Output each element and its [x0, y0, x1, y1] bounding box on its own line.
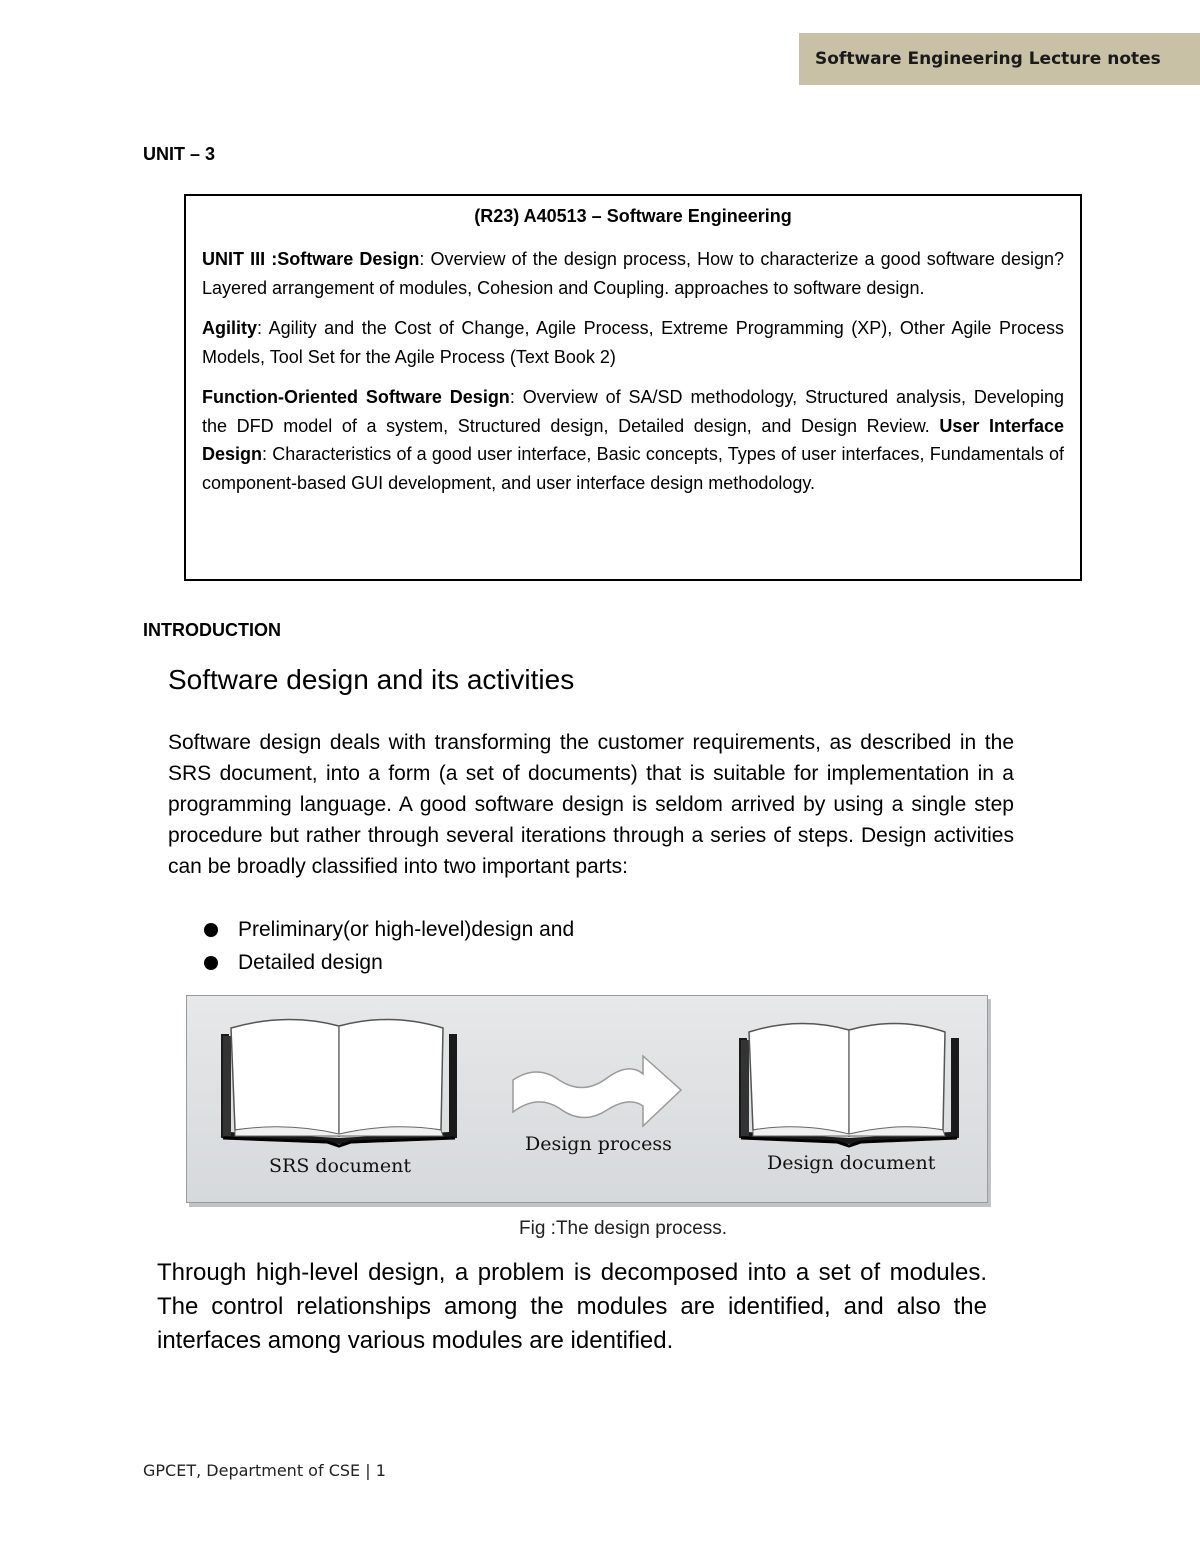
- design-process-arrow-icon: [513, 1056, 681, 1126]
- syllabus-unit-heading: UNIT III :Software Design: [202, 249, 420, 269]
- syllabus-box: [184, 194, 1082, 581]
- introduction-heading: INTRODUCTION: [143, 620, 281, 640]
- syllabus-unit-paragraph: [202, 245, 1064, 302]
- design-book-icon: [739, 1023, 959, 1146]
- syllabus-ui-text: : Characteristics of a good user interface, Basic concepts, Types of user interfaces, Fundamentals of component-based GUI development, and user interface design methodology.: [202, 444, 1064, 493]
- list-item: [204, 913, 574, 946]
- srs-book-icon: [221, 1019, 457, 1146]
- page-footer: GPCET, Department of CSE | 1: [143, 1461, 386, 1480]
- syllabus-function-text: : Overview of SA/SD methodology, Structured analysis, Developing the DFD model of a system, Structured design, Detailed design, and Design Review.: [202, 387, 1064, 436]
- syllabus-function-paragraph: [202, 383, 1064, 497]
- list-item: [204, 946, 574, 979]
- design-parts-list: [204, 913, 574, 979]
- syllabus-agility-heading: Agility: [202, 318, 258, 338]
- syllabus-function-heading: Function-Oriented Software Design: [202, 387, 510, 407]
- syllabus-agility-text: : Agility and the Cost of Change, Agile Process, Extreme Programming (XP), Other Agile Process Models, Tool Set for the Agile Process (Text Book 2): [202, 318, 1064, 367]
- design-process-label: Design process: [525, 1133, 672, 1155]
- running-header: [799, 33, 1200, 85]
- syllabus-agility-paragraph: [202, 314, 1064, 371]
- body-paragraph: Software design deals with transforming the customer requirements, as described in the SRS document, into a form (a set of documents) that is suitable for implementation in a programming language. A good software design is seldom arrived by using a single step procedure but rather through several iterations through a series of steps. Design activities can be broadly classified into two important parts:: [168, 731, 1014, 878]
- closing-paragraph: Through high-level design, a problem is decomposed into a set of modules. The control relationships among the modules are identified, and also the interfaces among various modules are identified.: [157, 1259, 987, 1354]
- srs-document-label: SRS document: [269, 1155, 411, 1177]
- syllabus-title: (R23) A40513 – Software Engineering: [474, 206, 792, 226]
- section-title: Software design and its activities: [168, 664, 575, 695]
- design-process-figure: [186, 995, 988, 1203]
- unit-label: UNIT – 3: [143, 144, 216, 164]
- design-document-label: Design document: [767, 1152, 936, 1174]
- list-item-text: Detailed design: [238, 950, 383, 974]
- bullet-icon: [204, 956, 218, 970]
- syllabus-ui-heading: User Interface Design: [202, 415, 1065, 464]
- figure-caption: Fig :The design process.: [519, 1218, 728, 1239]
- syllabus-unit-text: : Overview of the design process, How to characterize a good software design? Layered arrangement of modules, Cohesion and Coupling. approaches to software design.: [202, 249, 1064, 298]
- running-header-text: Software Engineering Lecture notes: [815, 49, 1161, 69]
- bullet-icon: [204, 923, 218, 937]
- list-item-text: Preliminary(or high-level)design and: [238, 917, 575, 941]
